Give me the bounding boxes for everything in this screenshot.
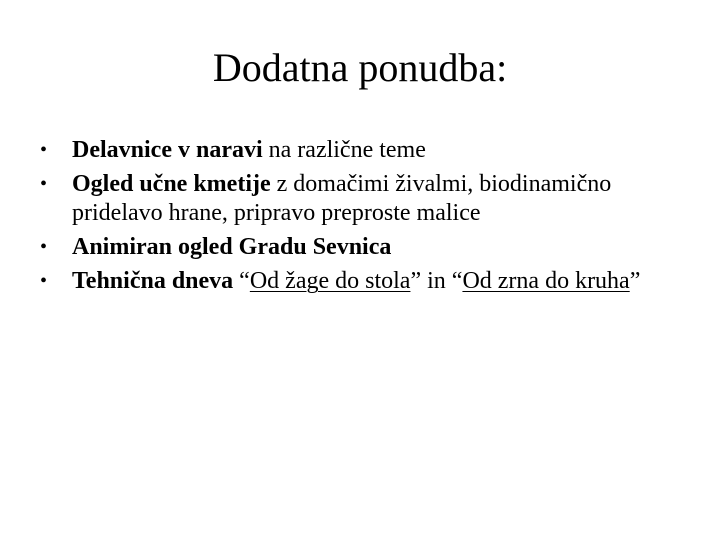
quote-open: “ [233,268,250,294]
quote-close: ” [629,268,641,294]
bullet-icon: • [40,173,48,195]
item-bold-text: Delavnice v naravi [72,137,263,163]
bullet-icon: • [40,139,48,161]
item-text: na različne teme [262,137,426,163]
list-item [40,267,680,296]
bullet-icon: • [40,270,48,292]
list-item [40,233,680,262]
list-item [40,136,680,165]
slide-title: Dodatna ponudba: [212,45,508,90]
item-bold-text: Animiran ogled Gradu Sevnica [72,234,392,260]
item-bold-text: Tehnična dneva [72,268,234,294]
bullet-icon: • [40,236,48,258]
underlined-event-title: Od žage do stola [249,268,411,294]
item-text: in “ [421,268,463,294]
underlined-event-title: Od zrna do kruha [462,268,630,294]
list-item [40,170,680,228]
bullet-list [40,136,680,301]
item-text: z domačimi živalmi, biodinamično pridelavo hrane, pripravo preproste malice [72,171,612,226]
item-bold-text: Ogled učne kmetije [72,171,271,197]
quote-close: ” [410,268,422,294]
